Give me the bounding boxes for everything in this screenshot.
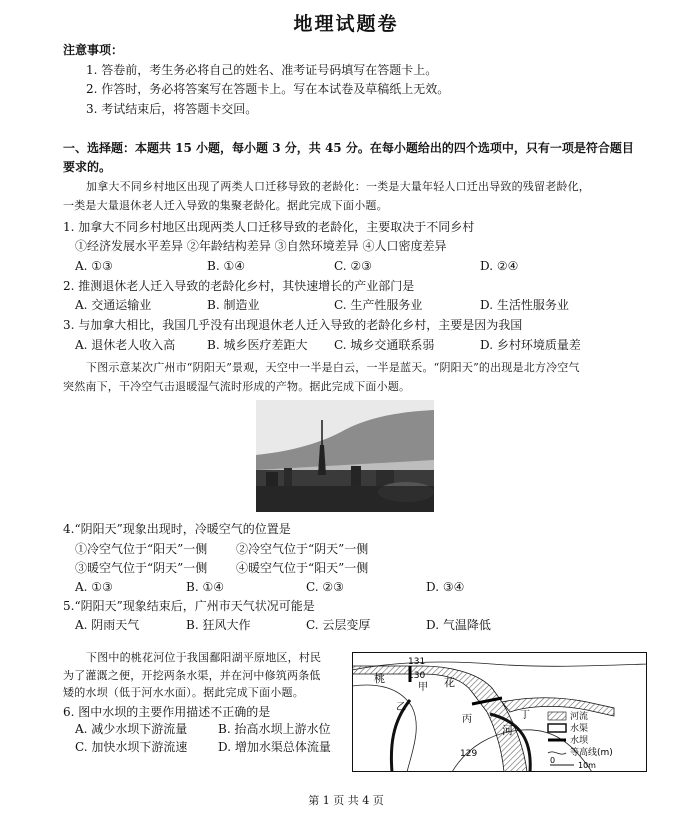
notice-item-2: 2. 作答时，务必将答案写在答题卡上。写在本试卷及草稿纸上无效。 [86,82,450,96]
legend-river-label: 河流 [570,712,589,722]
passage1-line1: 加拿大不同乡村地区出现了两类人口迁移导致的老龄化：一类是大量年轻人口迁出导致的残留老龄化， [86,180,590,193]
notice-item-3: 3. 考试结束后，将答题卡交回。 [86,102,258,116]
q6-stem: 6. 图中水坝的主要作用描述不正确的是 [63,705,271,719]
q5-choice-a: A. 阴雨天气 [75,618,140,632]
q6-choice-c: C. 加快水坝下游流速 [75,740,188,754]
q1-stem: 1. 加拿大不同乡村地区出现两类人口迁移导致的老龄化，主要取决于不同乡村 [63,220,475,234]
q2-choice-a: A. 交通运输业 [75,298,152,312]
q4-choice-d: D. ③④ [426,580,465,594]
river-label-tao: 桃 [374,672,385,685]
q1-choice-a: A. ①③ [75,259,113,273]
legend-canal-label: 水渠 [570,724,589,734]
q1-choice-d: D. ②④ [480,259,519,273]
notice-item-1: 1. 答卷前，考生务必将自己的姓名、准考证号码填写在答题卡上。 [86,63,438,77]
q2-choice-c: C. 生产性服务业 [334,298,423,312]
q4-choice-c: C. ②③ [306,580,344,594]
q3-choice-a: A. 退休老人收入高 [75,338,176,352]
q5-stem: 5.“阴阳天”现象结束后，广州市天气状况可能是 [63,599,315,613]
scale-label-10: 10m [578,761,596,770]
passage1-line2: 一类是大量退休老人迁入导致的集聚老龄化。据此完成下面小题。 [63,199,388,212]
passage2-line2: 突然南下，干冷空气击退暖湿气流时形成的产物。据此完成下面小题。 [63,380,411,393]
passage3-line2: 为了灌溉之便，开挖两条水渠，并在河中修筑两条低 [63,669,321,682]
q3-choice-c: C. 城乡交通联系弱 [334,338,435,352]
legend-dam-label: 水坝 [570,736,589,746]
q3-stem: 3. 与加拿大相比，我国几乎没有出现退休老人迁入导致的老龄化乡村，主要是因为我国 [63,318,523,332]
river-map [352,652,647,772]
passage3-line1: 下图中的桃花河位于我国鄱阳湖平原地区，村民 [86,651,322,664]
q2-choice-d: D. 生活性服务业 [480,298,569,312]
q2-stem: 2. 推测退休老人迁入导致的老龄化乡村，其快速增长的产业部门是 [63,279,415,293]
q5-choice-c: C. 云层变厚 [306,618,371,632]
section-heading-line2: 要求的。 [63,160,112,174]
river-label-hua: 花 [444,676,455,689]
scale-label-0: 0 [550,756,556,765]
legend-river-swatch [548,712,566,720]
contour-label-129: 129 [460,749,478,759]
q4-option-3: ③暖空气位于“阴天”一侧 [75,561,208,575]
q4-choice-a: A. ①③ [75,580,113,594]
q4-option-2: ②冷空气位于“阴天”一侧 [236,542,369,556]
exam-title: 地理试题卷 [293,13,399,35]
q6-choice-b: B. 抬高水坝上游水位 [218,722,331,736]
river-label-he: 河 [502,724,513,737]
q4-choice-b: B. ①④ [186,580,224,594]
q1-choice-b: B. ①④ [207,259,245,273]
q1-choice-c: C. ②③ [334,259,372,273]
q1-options: ①经济发展水平差异 ②年龄结构差异 ③自然环境差异 ④人口密度差异 [75,239,447,253]
q5-choice-b: B. 狂风大作 [186,618,251,632]
legend-contour-label: 等高线(m) [570,748,613,758]
q3-choice-d: D. 乡村环境质量差 [480,338,581,352]
section-heading-line1: 一、选择题：本题共 15 小题，每小题 3 分，共 45 分。在每小题给出的四个选项中，只有一项是符合题目 [63,141,634,155]
q6-choice-d: D. 增加水渠总体流量 [218,740,331,754]
point-label-jia: 甲 [418,682,428,693]
point-label-ding: 丁 [520,710,530,721]
q6-choice-a: A. 减少水坝下游流量 [75,722,188,736]
passage2-line1: 下图示意某次广州市“阴阳天”景观，天空中一半是白云，一半是蓝天。“阴阳天”的出现是北方冷空气 [86,361,580,374]
q4-stem: 4.“阴阳天”现象出现时，冷暖空气的位置是 [63,522,291,536]
page-number: 第 1 页 共 4 页 [308,794,384,807]
q4-option-1: ①冷空气位于“阳天”一侧 [75,542,208,556]
point-label-yi: 乙 [396,702,406,713]
notice-heading: 注意事项： [63,43,124,57]
passage3-line3: 矮的水坝（低于河水水面）。据此完成下面小题。 [63,686,304,699]
q2-choice-b: B. 制造业 [207,298,260,312]
contour-label-131: 131 [408,657,426,667]
q3-choice-b: B. 城乡医疗差距大 [207,338,308,352]
q5-choice-d: D. 气温降低 [426,618,491,632]
guangzhou-sky-photo [256,400,434,512]
q4-option-4: ④暖空气位于“阳天”一侧 [236,561,369,575]
point-label-bing: 丙 [462,714,472,725]
legend-canal-swatch [548,724,566,732]
contour-label-130: 130 [408,671,426,681]
